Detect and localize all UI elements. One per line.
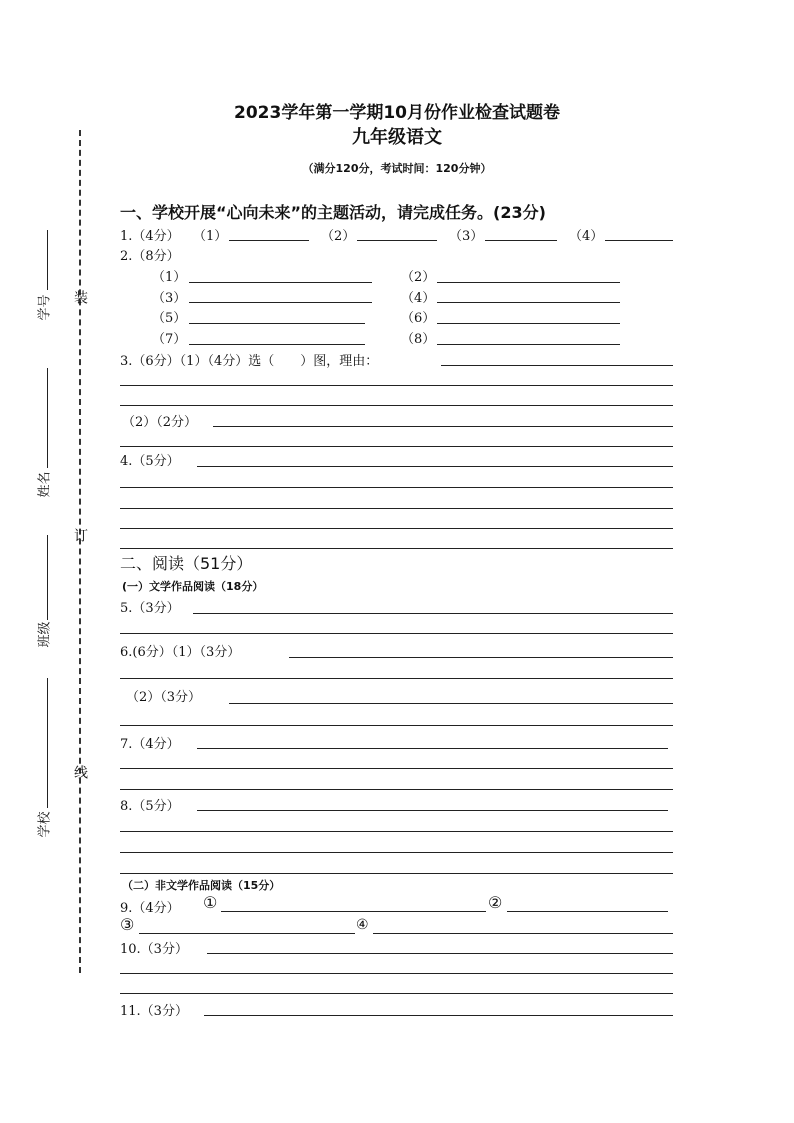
section1-heading: 一、学校开展“心向未来”的主题活动，请完成任务。(23分) xyxy=(120,203,546,222)
q2-part8-answer[interactable] xyxy=(437,344,620,345)
q8-label: 8.（5分） xyxy=(120,799,180,814)
q2-part5-answer[interactable] xyxy=(189,323,365,324)
q9-answer-4[interactable] xyxy=(373,933,673,934)
q3-answer-line-2[interactable] xyxy=(120,385,673,386)
q1-part1-answer[interactable] xyxy=(229,240,309,241)
q6-part2-answer-line-2[interactable] xyxy=(120,725,673,726)
field-name-label: 姓名 xyxy=(37,471,53,498)
q9-answer-1[interactable] xyxy=(221,911,486,912)
q5-answer-line-1[interactable] xyxy=(193,613,673,614)
field-school-line[interactable] xyxy=(47,678,48,808)
q8-answer-line-1[interactable] xyxy=(197,810,668,811)
q9-mark-2: ② xyxy=(488,893,503,912)
q4-answer-line-2[interactable] xyxy=(120,487,673,488)
q9-label: 9.（4分） xyxy=(120,901,180,916)
q2-part4-label: （4） xyxy=(401,291,436,306)
q4-answer-line-1[interactable] xyxy=(197,466,673,467)
binding-mark-zhuang: 装 xyxy=(72,290,88,304)
q2-part5-label: （5） xyxy=(152,311,187,326)
q10-answer-line-1[interactable] xyxy=(207,953,673,954)
q7-answer-line-2[interactable] xyxy=(120,768,673,769)
q11-answer-line-1[interactable] xyxy=(204,1015,673,1016)
q2-part6-label: （6） xyxy=(401,311,436,326)
q3-label: 3.（6分）（1）（4分）选（ ）图，理由： xyxy=(120,354,379,369)
q10-answer-line-2[interactable] xyxy=(120,973,673,974)
q1-part4-label: （4） xyxy=(569,229,604,244)
q5-label: 5.（3分） xyxy=(120,601,180,616)
q2-part1-answer[interactable] xyxy=(189,282,372,283)
q2-label: 2.（8分） xyxy=(120,249,180,264)
q4-answer-line-3[interactable] xyxy=(120,508,673,509)
q8-answer-line-2[interactable] xyxy=(120,831,673,832)
q5-answer-line-2[interactable] xyxy=(120,633,673,634)
q2-part2-answer[interactable] xyxy=(437,282,620,283)
binding-mark-xian: 线 xyxy=(72,765,88,779)
q2-part3-answer[interactable] xyxy=(189,302,372,303)
section2-heading: 二、阅读（51分） xyxy=(120,554,253,573)
q1-part4-answer[interactable] xyxy=(605,240,673,241)
q9-mark-3: ③ xyxy=(120,915,135,934)
q9-mark-1: ① xyxy=(203,893,218,912)
q3-answer-line-1[interactable] xyxy=(441,365,673,366)
q1-part2-label: （2） xyxy=(321,229,356,244)
q2-part3-label: （3） xyxy=(152,291,187,306)
q6-answer-line-1[interactable] xyxy=(289,657,673,658)
q10-label: 10.（3分） xyxy=(120,942,188,957)
binding-mark-ding: 订 xyxy=(72,528,88,542)
field-class-line[interactable] xyxy=(47,535,48,620)
section2-sub2: （二）非文学作品阅读（15分） xyxy=(122,879,281,892)
field-class-label: 班级 xyxy=(37,621,53,648)
q9-answer-3[interactable] xyxy=(139,933,355,934)
field-student-id-line[interactable] xyxy=(47,230,48,290)
q3-part2-label: （2）（2分） xyxy=(122,415,198,430)
q6-part2-answer-line-1[interactable] xyxy=(229,703,673,704)
q6-label: 6.(6分）（1）（3分） xyxy=(120,645,241,660)
section2-sub1: (一）文学作品阅读（18分） xyxy=(122,580,264,593)
q2-part4-answer[interactable] xyxy=(437,302,620,303)
q7-label: 7.（4分） xyxy=(120,737,180,752)
field-name-line[interactable] xyxy=(47,368,48,468)
q1-part1-label: （1） xyxy=(193,229,228,244)
q6-part2-label: （2）（3分） xyxy=(126,690,202,705)
q2-part7-label: （7） xyxy=(152,332,187,347)
q10-answer-line-3[interactable] xyxy=(120,993,673,994)
q8-answer-line-3[interactable] xyxy=(120,852,673,853)
q1-label: 1.（4分） xyxy=(120,229,180,244)
q9-mark-4: ④ xyxy=(356,917,369,933)
q3-part2-answer-line-2[interactable] xyxy=(120,446,673,447)
q2-part6-answer[interactable] xyxy=(437,323,620,324)
q3-part2-answer-line-1[interactable] xyxy=(213,426,673,427)
q1-part3-answer[interactable] xyxy=(485,240,557,241)
q7-answer-line-3[interactable] xyxy=(120,789,673,790)
q6-answer-line-2[interactable] xyxy=(120,678,673,679)
q2-part2-label: （2） xyxy=(401,270,436,285)
q4-answer-line-5[interactable] xyxy=(120,548,673,549)
q3-answer-line-3[interactable] xyxy=(120,405,673,406)
q7-answer-line-1[interactable] xyxy=(197,748,668,749)
q2-part7-answer[interactable] xyxy=(189,344,365,345)
q11-label: 11.（3分） xyxy=(120,1004,188,1019)
q1-part2-answer[interactable] xyxy=(357,240,437,241)
q4-answer-line-4[interactable] xyxy=(120,528,673,529)
q2-part8-label: （8） xyxy=(401,332,436,347)
q9-answer-2[interactable] xyxy=(507,911,668,912)
q2-part1-label: （1） xyxy=(152,270,187,285)
exam-subject: 九年级语文 xyxy=(352,127,442,148)
exam-title: 2023学年第一学期10月份作业检查试题卷 xyxy=(234,103,560,123)
exam-note: （满分120分，考试时间：120分钟） xyxy=(302,162,492,175)
q4-label: 4.（5分） xyxy=(120,454,180,469)
binding-dashed-line xyxy=(79,130,81,973)
q1-part3-label: （3） xyxy=(449,229,484,244)
field-school-label: 学校 xyxy=(37,811,53,838)
field-student-id-label: 学号 xyxy=(37,294,53,321)
q8-answer-line-4[interactable] xyxy=(120,873,673,874)
